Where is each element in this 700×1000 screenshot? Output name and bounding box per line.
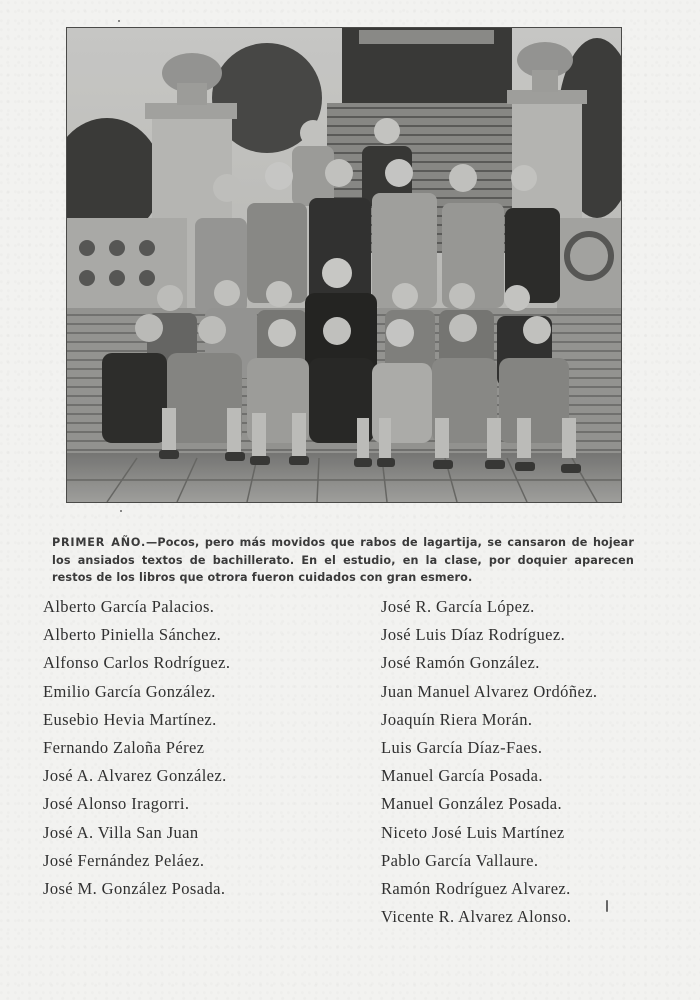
student-name: José A. Alvarez González.	[43, 766, 227, 786]
student-name: Juan Manuel Alvarez Ordóñez.	[381, 681, 598, 701]
photo-caption	[52, 534, 634, 587]
student-name: Manuel García Posada.	[381, 766, 543, 786]
scan-speck	[120, 510, 122, 512]
student-name: Pablo García Vallaure.	[381, 850, 539, 870]
student-name: Alberto García Palacios.	[43, 597, 215, 616]
student-names-left-column	[43, 593, 230, 903]
student-name: José M. González Posada.	[43, 878, 226, 898]
student-name: José Luis Díaz Rodríguez.	[381, 625, 566, 645]
student-name: Ramón Rodríguez Alvarez.	[381, 878, 571, 898]
student-name: José A. Villa San Juan	[43, 822, 199, 842]
group-photo	[67, 28, 621, 502]
student-name: Fernando Zaloña Pérez	[43, 737, 205, 757]
scan-speck	[606, 900, 608, 912]
student-name: Alfonso Carlos Rodríguez.	[43, 653, 231, 673]
student-name: Manuel González Posada.	[381, 794, 563, 814]
student-name: Emilio García González.	[43, 681, 216, 701]
student-name: Luis García Díaz-Faes.	[381, 737, 543, 757]
caption-text: —Pocos, pero más movidos que rabos de lagartija, se cansaron de hojear los ansiados textos de bachillerato. En el estudio, en la clase, por doquier aparecen restos de los libros que otrora fueron cuidados con gran esmero.	[52, 536, 634, 585]
student-name: José R. García López.	[381, 597, 535, 616]
student-name: Joaquín Riera Morán.	[381, 709, 533, 729]
photo-illustration	[67, 28, 621, 502]
student-name: José Fernández Peláez.	[43, 850, 205, 870]
student-name: José Ramón González.	[381, 653, 540, 673]
student-name: Niceto José Luis Martínez	[381, 822, 565, 842]
caption-lead: PRIMER AÑO.	[52, 536, 147, 550]
student-name: Alberto Piniella Sánchez.	[43, 625, 222, 645]
student-name: Eusebio Hevia Martínez.	[43, 709, 217, 729]
student-name: José Alonso Iragorri.	[43, 794, 190, 814]
student-name: Vicente R. Alvarez Alonso.	[381, 907, 572, 927]
scan-speck	[118, 20, 120, 22]
student-names-right-column	[381, 593, 597, 931]
